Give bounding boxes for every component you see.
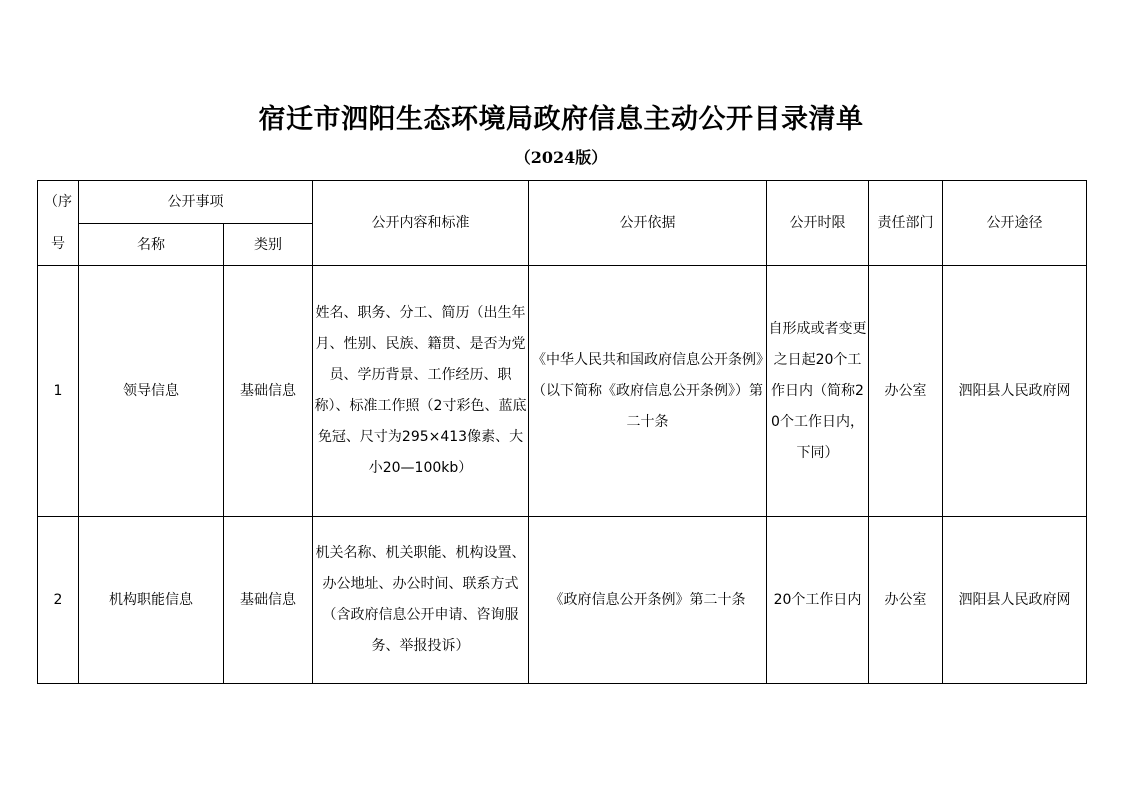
row-content: 姓名、职务、分工、简历（出生年月、性别、民族、籍贯、是否为党员、学历背景、工作经历、职称）、标准工作照（2寸彩色、蓝底免冠、尺寸为295×413像素、大小20—100kb） xyxy=(313,266,529,517)
row-department: 办公室 xyxy=(869,517,943,684)
header-row-1 xyxy=(38,181,1087,224)
row-content: 机关名称、机关职能、机构设置、办公地址、办公时间、联系方式（含政府信息公开申请、咨询服务、举报投诉） xyxy=(313,517,529,684)
catalog-table xyxy=(37,180,1087,684)
row-channel: 泗阳县人民政府网 xyxy=(943,266,1087,517)
header-category: 类别 xyxy=(224,224,313,266)
row-name: 领导信息 xyxy=(79,266,224,517)
header-basis: 公开依据 xyxy=(529,181,767,266)
row-time-limit: 20个工作日内 xyxy=(767,517,869,684)
header-name: 名称 xyxy=(79,224,224,266)
row-category: 基础信息 xyxy=(224,517,313,684)
header-department: 责任部门 xyxy=(869,181,943,266)
document-title: 宿迁市泗阳生态环境局政府信息主动公开目录清单 xyxy=(258,104,864,135)
table-row xyxy=(38,517,1087,684)
row-basis: 《政府信息公开条例》第二十条 xyxy=(529,517,767,684)
header-content-standard: 公开内容和标准 xyxy=(313,181,529,266)
row-seq: 1 xyxy=(38,266,79,517)
row-department: 办公室 xyxy=(869,266,943,517)
row-category: 基础信息 xyxy=(224,266,313,517)
row-name: 机构职能信息 xyxy=(79,517,224,684)
table-row xyxy=(38,266,1087,517)
document-edition: （2024版） xyxy=(514,148,608,167)
row-channel: 泗阳县人民政府网 xyxy=(943,517,1087,684)
header-public-item: 公开事项 xyxy=(79,181,313,224)
row-time-limit: 自形成或者变更之日起20个工作日内（简称20个工作日内，下同） xyxy=(767,266,869,517)
header-seq: （序号 xyxy=(38,181,79,266)
header-time-limit: 公开时限 xyxy=(767,181,869,266)
header-channel: 公开途径 xyxy=(943,181,1087,266)
row-seq: 2 xyxy=(38,517,79,684)
row-basis: 《中华人民共和国政府信息公开条例》（以下简称《政府信息公开条例》）第二十条 xyxy=(529,266,767,517)
